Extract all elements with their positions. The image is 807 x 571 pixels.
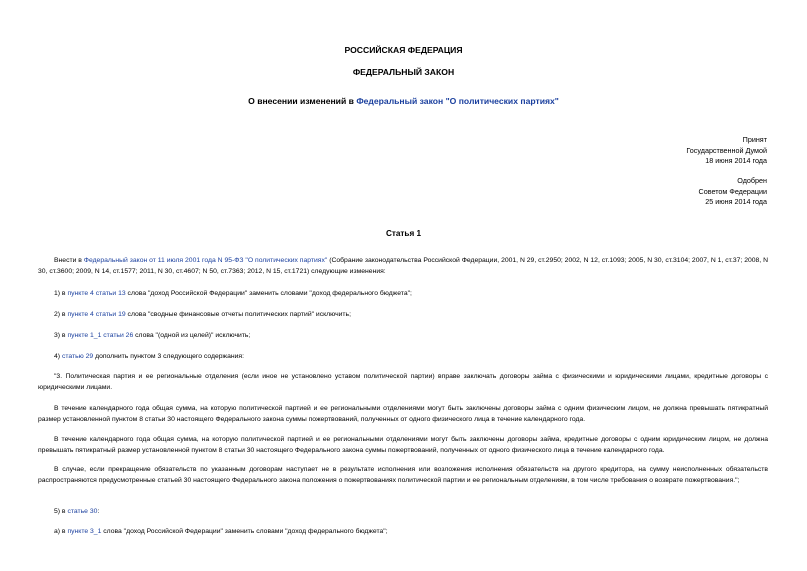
item-3-link[interactable]: пункте 1_1 статьи 26 [67, 332, 134, 339]
adoption-accepted [686, 135, 767, 167]
item-2-pre: 2) в [54, 311, 68, 318]
adoption-approved [699, 176, 767, 208]
quote-paragraph-3: В течение календарного года общая сумма, на которую политической партией и ее региональными отделениями могут быть заключены договоры займа, кредитные договоры с одним юридическим лицом, не должна превышать пятикратный размер установленной пунктом 8 статьи 30 настоящего Федерального закона суммы пожертвований, полученных от одного физического лица в течение календарного года. [38, 436, 768, 454]
article-title: Статья 1 [385, 229, 422, 238]
item-5a-post: слова "доход Российской Федерации" заменить словами "доход федерального бюджета"; [101, 528, 388, 535]
item-2-post: слова "сводные финансовые отчеты политических партий" исключить; [125, 311, 351, 318]
approved-label: Одобрен [737, 176, 767, 185]
country-heading: РОССИЙСКАЯ ФЕДЕРАЦИЯ [344, 45, 463, 55]
item-5-link[interactable]: статье 30 [67, 508, 98, 515]
item-1-pre: 1) в [54, 290, 68, 297]
item-5 [38, 507, 768, 518]
item-4-post: дополнить пунктом 3 следующего содержания: [93, 353, 244, 360]
intro-post: (Собрание законодательства Российской Федерации, 2001, N 29, ст.2950; 2002, N 12, ст.1093; 2005, N 30, ст.3104; 2007, N 1, ст.37; 2008, N 30, ст.3600; 2009, N 14, ст.1577; 2011, N 30, ст.4607; N 50, ст.7363; 2012, N 15, ст.1721) следующие изменения: [38, 257, 769, 275]
item-4-pre: 4) [54, 353, 62, 360]
accepted-label: Принят [742, 135, 767, 144]
item-5a [38, 527, 768, 538]
item-1-post: слова "доход Российской Федерации" заменить словами "доход федерального бюджета"; [125, 290, 412, 297]
item-5a-link[interactable]: пункте 3_1 [67, 528, 102, 535]
item-5-pre: 5) в [54, 508, 68, 515]
quote-paragraph-4: В случае, если прекращение обязательств по указанным договорам наступает не в результате исполнения или возложения исполнения обязательств на другого кредитора, на сумму неисполненных обязательств распространяются предусмотренные статьей 30 настоящего Федерального закона положения о пожертвованиях политической партии и ее региональным отделениям, в том числе требования о возврате пожертвования."; [38, 466, 768, 484]
law-type-heading: ФЕДЕРАЛЬНЫЙ ЗАКОН [352, 67, 455, 77]
item-2 [38, 310, 768, 321]
item-3-post: слова "(одной из целей)" исключить; [133, 332, 251, 339]
quote-paragraph-1: "3. Политическая партия и ее региональные отделения (если иное не установлено уставом политической партии) вправе заключать договоры займа с физическими и юридическими лицами, кредитные договоры с юридическими лицами. [38, 373, 768, 391]
intro-pre: Внести в [54, 257, 84, 264]
item-1 [38, 289, 768, 300]
item-5a-pre: а) в [54, 528, 68, 535]
item-1-link[interactable]: пункте 4 статьи 13 [67, 290, 126, 297]
law-title [0, 96, 807, 106]
law-title-link[interactable]: Федеральный закон "О политических партиях" [356, 96, 559, 106]
item-3-pre: 3) в [54, 332, 68, 339]
quote-paragraph-2: В течение календарного года общая сумма, на которую политической партией и ее региональными отделениями могут быть заключены договоры займа с одним физическим лицом, не должна превышать пятикратный размер установленной пунктом 8 статьи 30 настоящего Федерального закона суммы пожертвований, полученных от одного физического лица в течение календарного года. [38, 405, 768, 423]
item-2-link[interactable]: пункте 4 статьи 19 [67, 311, 126, 318]
intro-paragraph [38, 256, 768, 277]
law-title-prefix: О внесении изменений в [248, 96, 357, 106]
accepted-body: Государственной Думой [686, 145, 767, 155]
approved-body: Советом Федерации [698, 186, 767, 196]
item-4 [38, 352, 768, 363]
item-3 [38, 331, 768, 342]
item-5-post: : [97, 508, 100, 515]
approved-date: 25 июня 2014 года [705, 197, 767, 206]
accepted-date: 18 июня 2014 года [705, 156, 767, 165]
intro-law-link[interactable]: Федеральный закон от 11 июля 2001 года N 95-ФЗ "О политических партиях" [83, 257, 328, 264]
item-4-link[interactable]: статью 29 [61, 353, 94, 360]
